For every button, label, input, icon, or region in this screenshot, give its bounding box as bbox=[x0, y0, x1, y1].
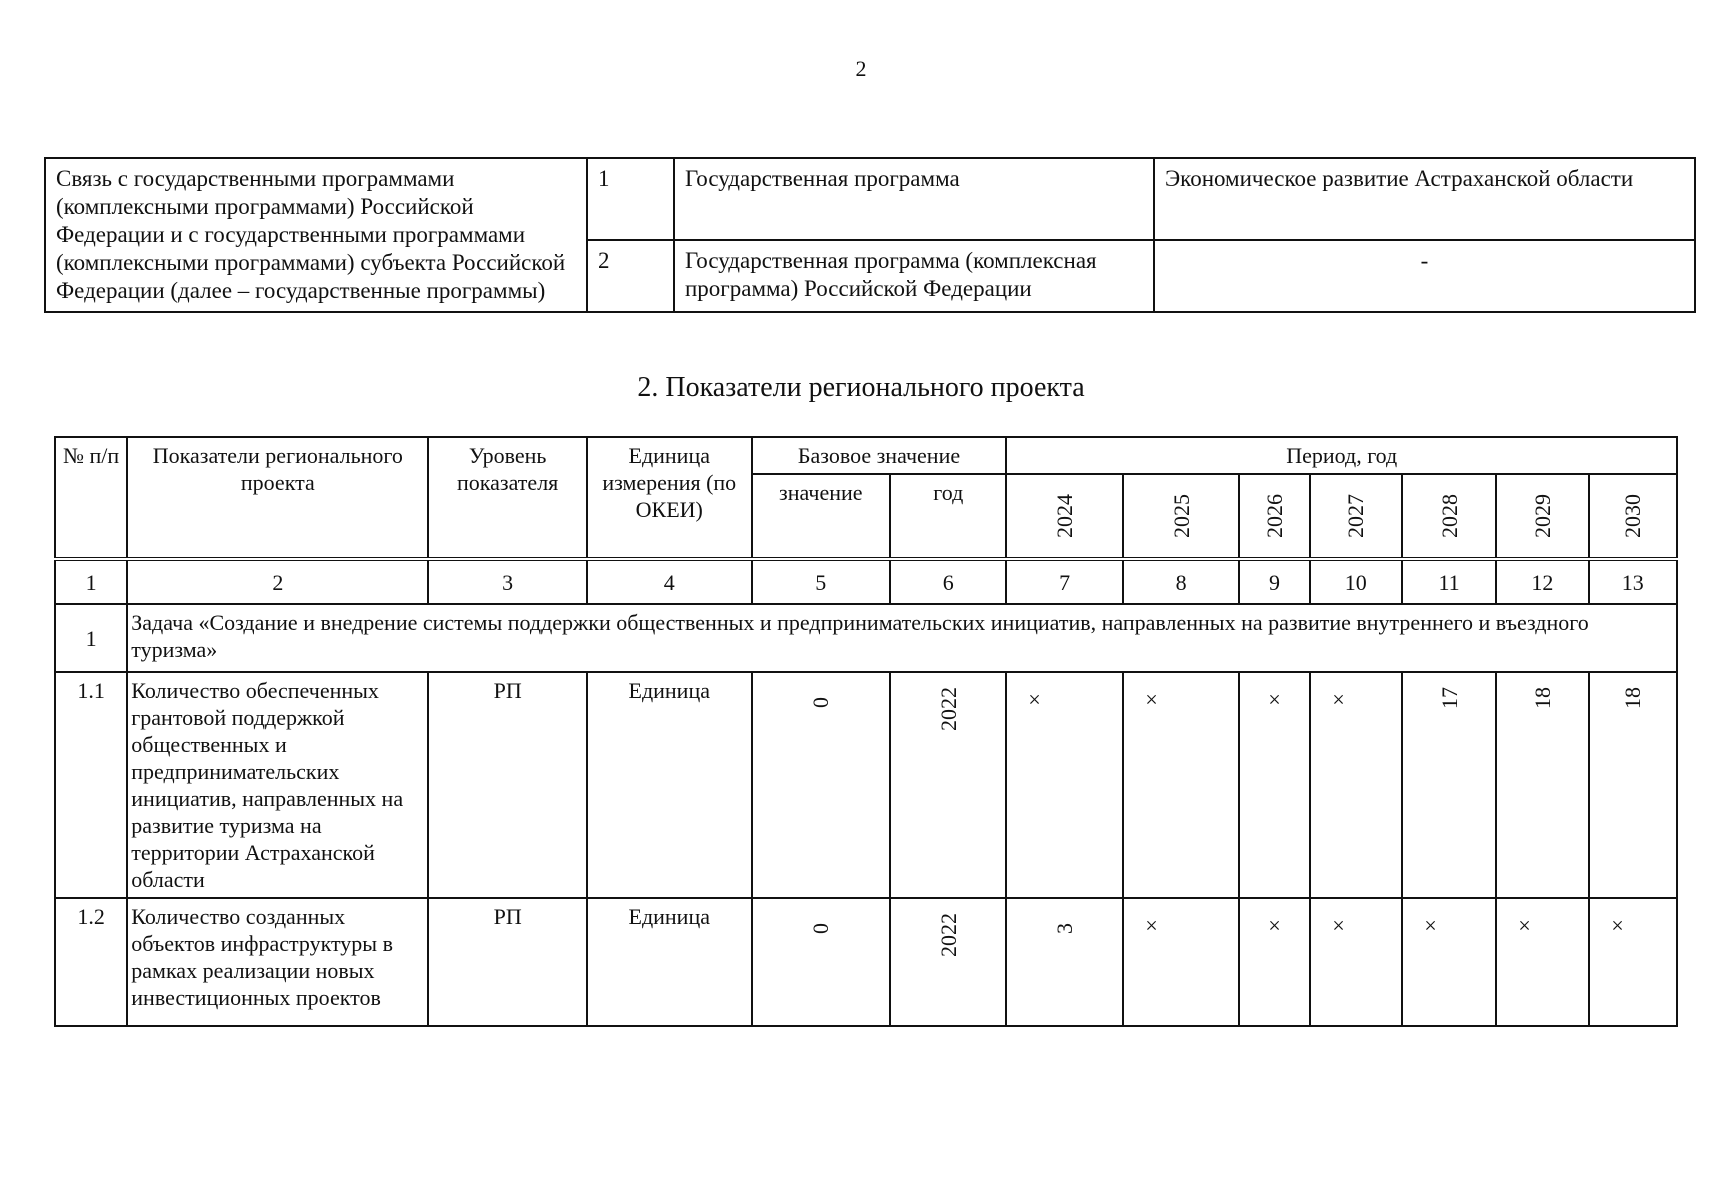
header-year-label: 2026 bbox=[1261, 494, 1287, 538]
indicator-value-cell bbox=[1239, 672, 1309, 898]
header-year bbox=[1589, 474, 1677, 559]
program-links-table bbox=[44, 157, 1696, 313]
column-number: 11 bbox=[1402, 559, 1496, 604]
indicator-unit: Единица bbox=[587, 898, 752, 1026]
program-link-value: - bbox=[1154, 240, 1695, 312]
indicator-value: × bbox=[1022, 687, 1048, 712]
indicator-base-value-cell bbox=[752, 898, 891, 1026]
indicator-row bbox=[55, 672, 1677, 898]
indicator-value-cell bbox=[1589, 672, 1677, 898]
indicator-value: × bbox=[1512, 913, 1538, 938]
header-year-label: 2028 bbox=[1436, 494, 1462, 538]
indicator-row bbox=[55, 898, 1677, 1026]
indicator-value: 18 bbox=[1529, 687, 1555, 709]
header-year-label: 2024 bbox=[1052, 494, 1078, 538]
indicator-value-cell bbox=[1310, 672, 1402, 898]
indicator-value: × bbox=[1138, 913, 1164, 938]
header-period: Период, год bbox=[1006, 437, 1677, 474]
program-link-value: Экономическое развитие Астраханской области bbox=[1154, 158, 1695, 240]
indicator-base-value: 0 bbox=[808, 697, 834, 708]
header-num: № п/п bbox=[55, 437, 127, 559]
header-year bbox=[1123, 474, 1239, 559]
task-text: Задача «Создание и внедрение системы поддержки общественных и предпринимательских инициатив, направленных на развитие внутреннего и въездного туризма» bbox=[127, 604, 1677, 672]
indicator-value-cell bbox=[1123, 672, 1239, 898]
indicator-value-cell bbox=[1496, 898, 1588, 1026]
header-year bbox=[1006, 474, 1122, 559]
header-year bbox=[1310, 474, 1402, 559]
header-base-value: значение bbox=[752, 474, 891, 559]
indicator-base-year: 2022 bbox=[935, 913, 961, 957]
header-year-label: 2030 bbox=[1620, 494, 1646, 538]
header-year-label: 2027 bbox=[1343, 494, 1369, 538]
indicator-value-cell bbox=[1496, 672, 1588, 898]
indicator-value: × bbox=[1417, 913, 1443, 938]
indicator-value-cell bbox=[1123, 898, 1239, 1026]
indicator-value-cell bbox=[1310, 898, 1402, 1026]
column-number: 8 bbox=[1123, 559, 1239, 604]
column-number-row bbox=[55, 559, 1677, 604]
indicator-value-cell bbox=[1239, 898, 1309, 1026]
indicator-base-value-cell bbox=[752, 672, 891, 898]
program-link-type: Государственная программа bbox=[674, 158, 1154, 240]
indicator-num: 1.2 bbox=[55, 898, 127, 1026]
program-links-label: Связь с государственными программами (комплексными программами) Российской Федерации и с государственными программами (комплексными программами) субъекта Российской Федерации (далее – государственные программы) bbox=[45, 158, 587, 312]
indicator-base-year: 2022 bbox=[935, 687, 961, 731]
indicator-num: 1.1 bbox=[55, 672, 127, 898]
indicator-value: 3 bbox=[1052, 923, 1078, 934]
column-number: 12 bbox=[1496, 559, 1588, 604]
task-row bbox=[55, 604, 1677, 672]
header-indicator: Показатели регионального проекта bbox=[127, 437, 428, 559]
indicator-unit: Единица bbox=[587, 672, 752, 898]
indicator-level: РП bbox=[428, 672, 587, 898]
column-number: 6 bbox=[890, 559, 1006, 604]
indicators-table bbox=[54, 436, 1678, 1027]
indicator-value-cell bbox=[1402, 898, 1496, 1026]
section-title: 2. Показатели регионального проекта bbox=[637, 372, 1085, 403]
header-year bbox=[1239, 474, 1309, 559]
page-number: 2 bbox=[855, 56, 867, 81]
program-link-num: 1 bbox=[587, 158, 674, 240]
indicator-value: 17 bbox=[1436, 687, 1462, 709]
indicator-value: × bbox=[1261, 687, 1287, 712]
program-link-row bbox=[45, 158, 1695, 240]
indicator-value: × bbox=[1261, 913, 1287, 938]
column-number: 10 bbox=[1310, 559, 1402, 604]
indicator-value-cell bbox=[1589, 898, 1677, 1026]
indicator-value: × bbox=[1138, 687, 1164, 712]
indicator-value-cell bbox=[1006, 672, 1122, 898]
header-level: Уровень показателя bbox=[428, 437, 587, 559]
header-base: Базовое значение bbox=[752, 437, 1007, 474]
column-number: 13 bbox=[1589, 559, 1677, 604]
header-year bbox=[1402, 474, 1496, 559]
indicator-name: Количество созданных объектов инфраструктуры в рамках реализации новых инвестиционных проектов bbox=[127, 898, 428, 1026]
header-base-year: год bbox=[890, 474, 1006, 559]
header-row bbox=[55, 437, 1677, 474]
column-number: 3 bbox=[428, 559, 587, 604]
header-year-label: 2025 bbox=[1168, 494, 1194, 538]
program-link-type: Государственная программа (комплексная программа) Российской Федерации bbox=[674, 240, 1154, 312]
indicator-value: × bbox=[1325, 913, 1351, 938]
indicator-base-value: 0 bbox=[808, 923, 834, 934]
indicator-value: × bbox=[1325, 687, 1351, 712]
indicator-base-year-cell bbox=[890, 898, 1006, 1026]
indicator-value-cell bbox=[1006, 898, 1122, 1026]
indicator-base-year-cell bbox=[890, 672, 1006, 898]
column-number: 5 bbox=[752, 559, 891, 604]
header-year bbox=[1496, 474, 1588, 559]
indicator-name: Количество обеспеченных грантовой поддержкой общественных и предпринимательских инициатив, направленных на развитие туризма на территории Астраханской области bbox=[127, 672, 428, 898]
column-number: 1 bbox=[55, 559, 127, 604]
program-link-num: 2 bbox=[587, 240, 674, 312]
header-year-label: 2029 bbox=[1529, 494, 1555, 538]
task-num: 1 bbox=[55, 604, 127, 672]
indicator-value-cell bbox=[1402, 672, 1496, 898]
column-number: 4 bbox=[587, 559, 752, 604]
column-number: 2 bbox=[127, 559, 428, 604]
header-unit: Единица измерения (по ОКЕИ) bbox=[587, 437, 752, 559]
column-number: 9 bbox=[1239, 559, 1309, 604]
column-number: 7 bbox=[1006, 559, 1122, 604]
indicator-value: 18 bbox=[1620, 687, 1646, 709]
indicator-value: × bbox=[1604, 913, 1630, 938]
indicator-level: РП bbox=[428, 898, 587, 1026]
